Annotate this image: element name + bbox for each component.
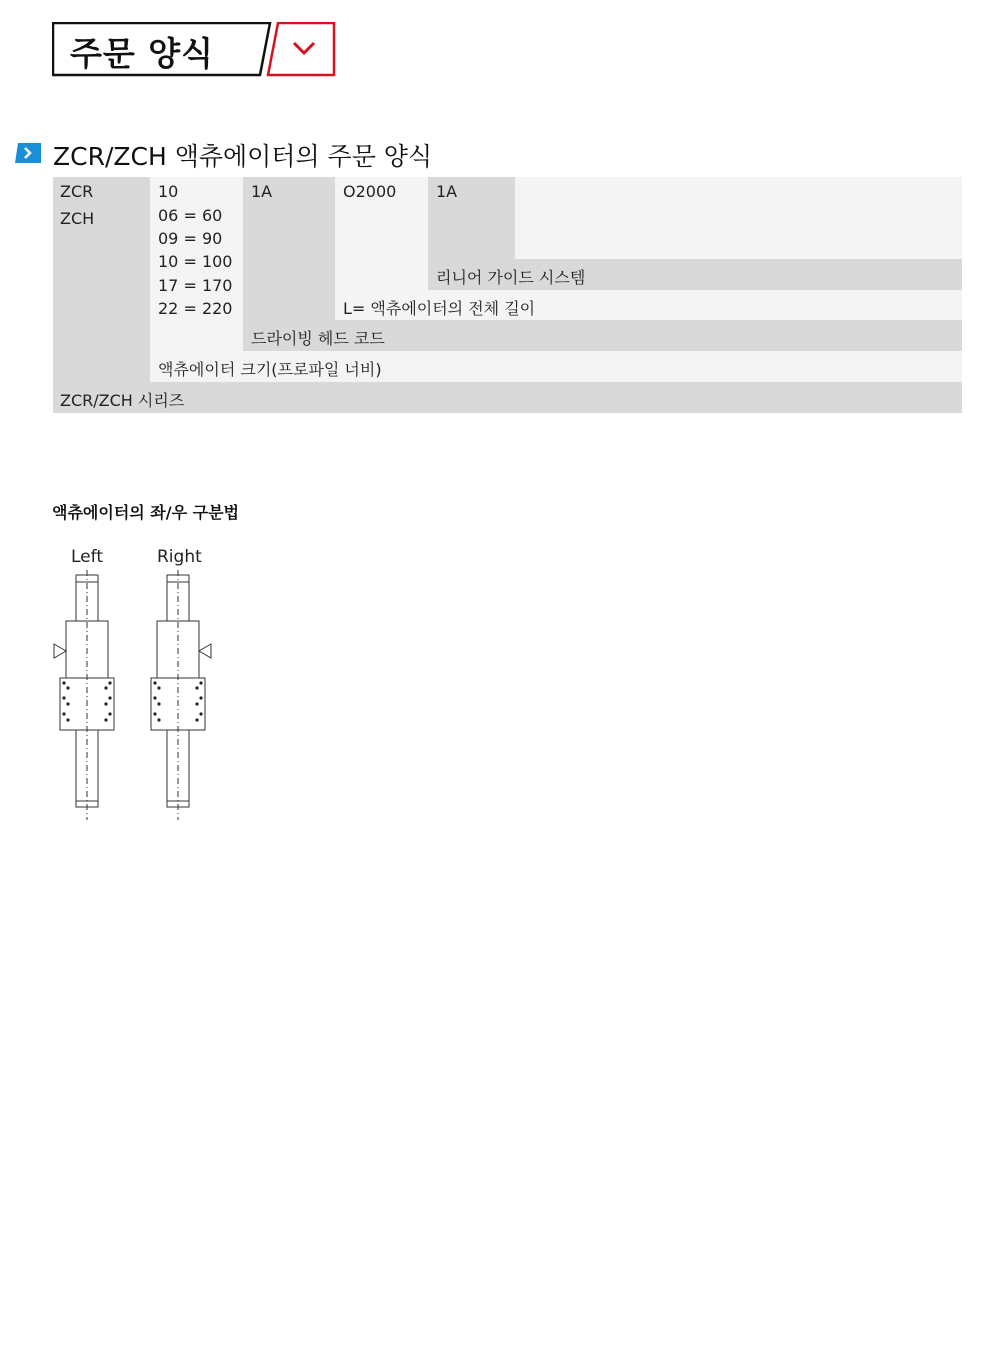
size-option: 09 = 90 (158, 229, 223, 248)
series-code-zch: ZCH (60, 209, 95, 228)
orientation-title: 액츄에이터의 좌/우 구분법 (52, 503, 240, 522)
size-option: 06 = 60 (158, 206, 223, 225)
chevron-right-icon (15, 143, 41, 163)
length-code: O2000 (343, 182, 397, 201)
legend-row-length (335, 290, 962, 320)
legend-drive-head: 드라이빙 헤드 코드 (251, 329, 385, 348)
legend-series: ZCR/ZCH 시리즈 (60, 391, 185, 410)
page-title: 주문 양식 (70, 34, 215, 73)
guide-code: 1A (436, 182, 458, 201)
legend-row-drive-head (243, 320, 962, 351)
right-actuator-drawing (151, 570, 211, 820)
page-header (52, 22, 270, 76)
left-label: Left (71, 547, 103, 567)
size-option: 17 = 170 (158, 276, 233, 295)
size-option: 22 = 220 (158, 299, 233, 318)
legend-row-guide (428, 259, 962, 290)
empty-column (515, 177, 962, 259)
drive-head-code: 1A (251, 182, 273, 201)
section-title: ZCR/ZCH 액츄에이터의 주문 양식 (53, 142, 433, 171)
left-actuator-drawing (54, 570, 114, 820)
legend-length: L= 액츄에이터의 전체 길이 (343, 299, 536, 318)
legend-size: 액츄에이터 크기(프로파일 너비) (158, 360, 382, 379)
chevron-down-icon[interactable] (291, 40, 317, 58)
series-code-zcr: ZCR (60, 182, 94, 201)
legend-row-size (150, 351, 962, 382)
series-column (53, 177, 150, 382)
size-code: 10 (158, 182, 179, 201)
legend-row-series (53, 382, 962, 413)
size-option: 10 = 100 (158, 252, 233, 271)
right-label: Right (157, 547, 202, 567)
actuator-orientation-diagram (48, 570, 218, 825)
legend-guide-system: 리니어 가이드 시스템 (436, 268, 586, 287)
